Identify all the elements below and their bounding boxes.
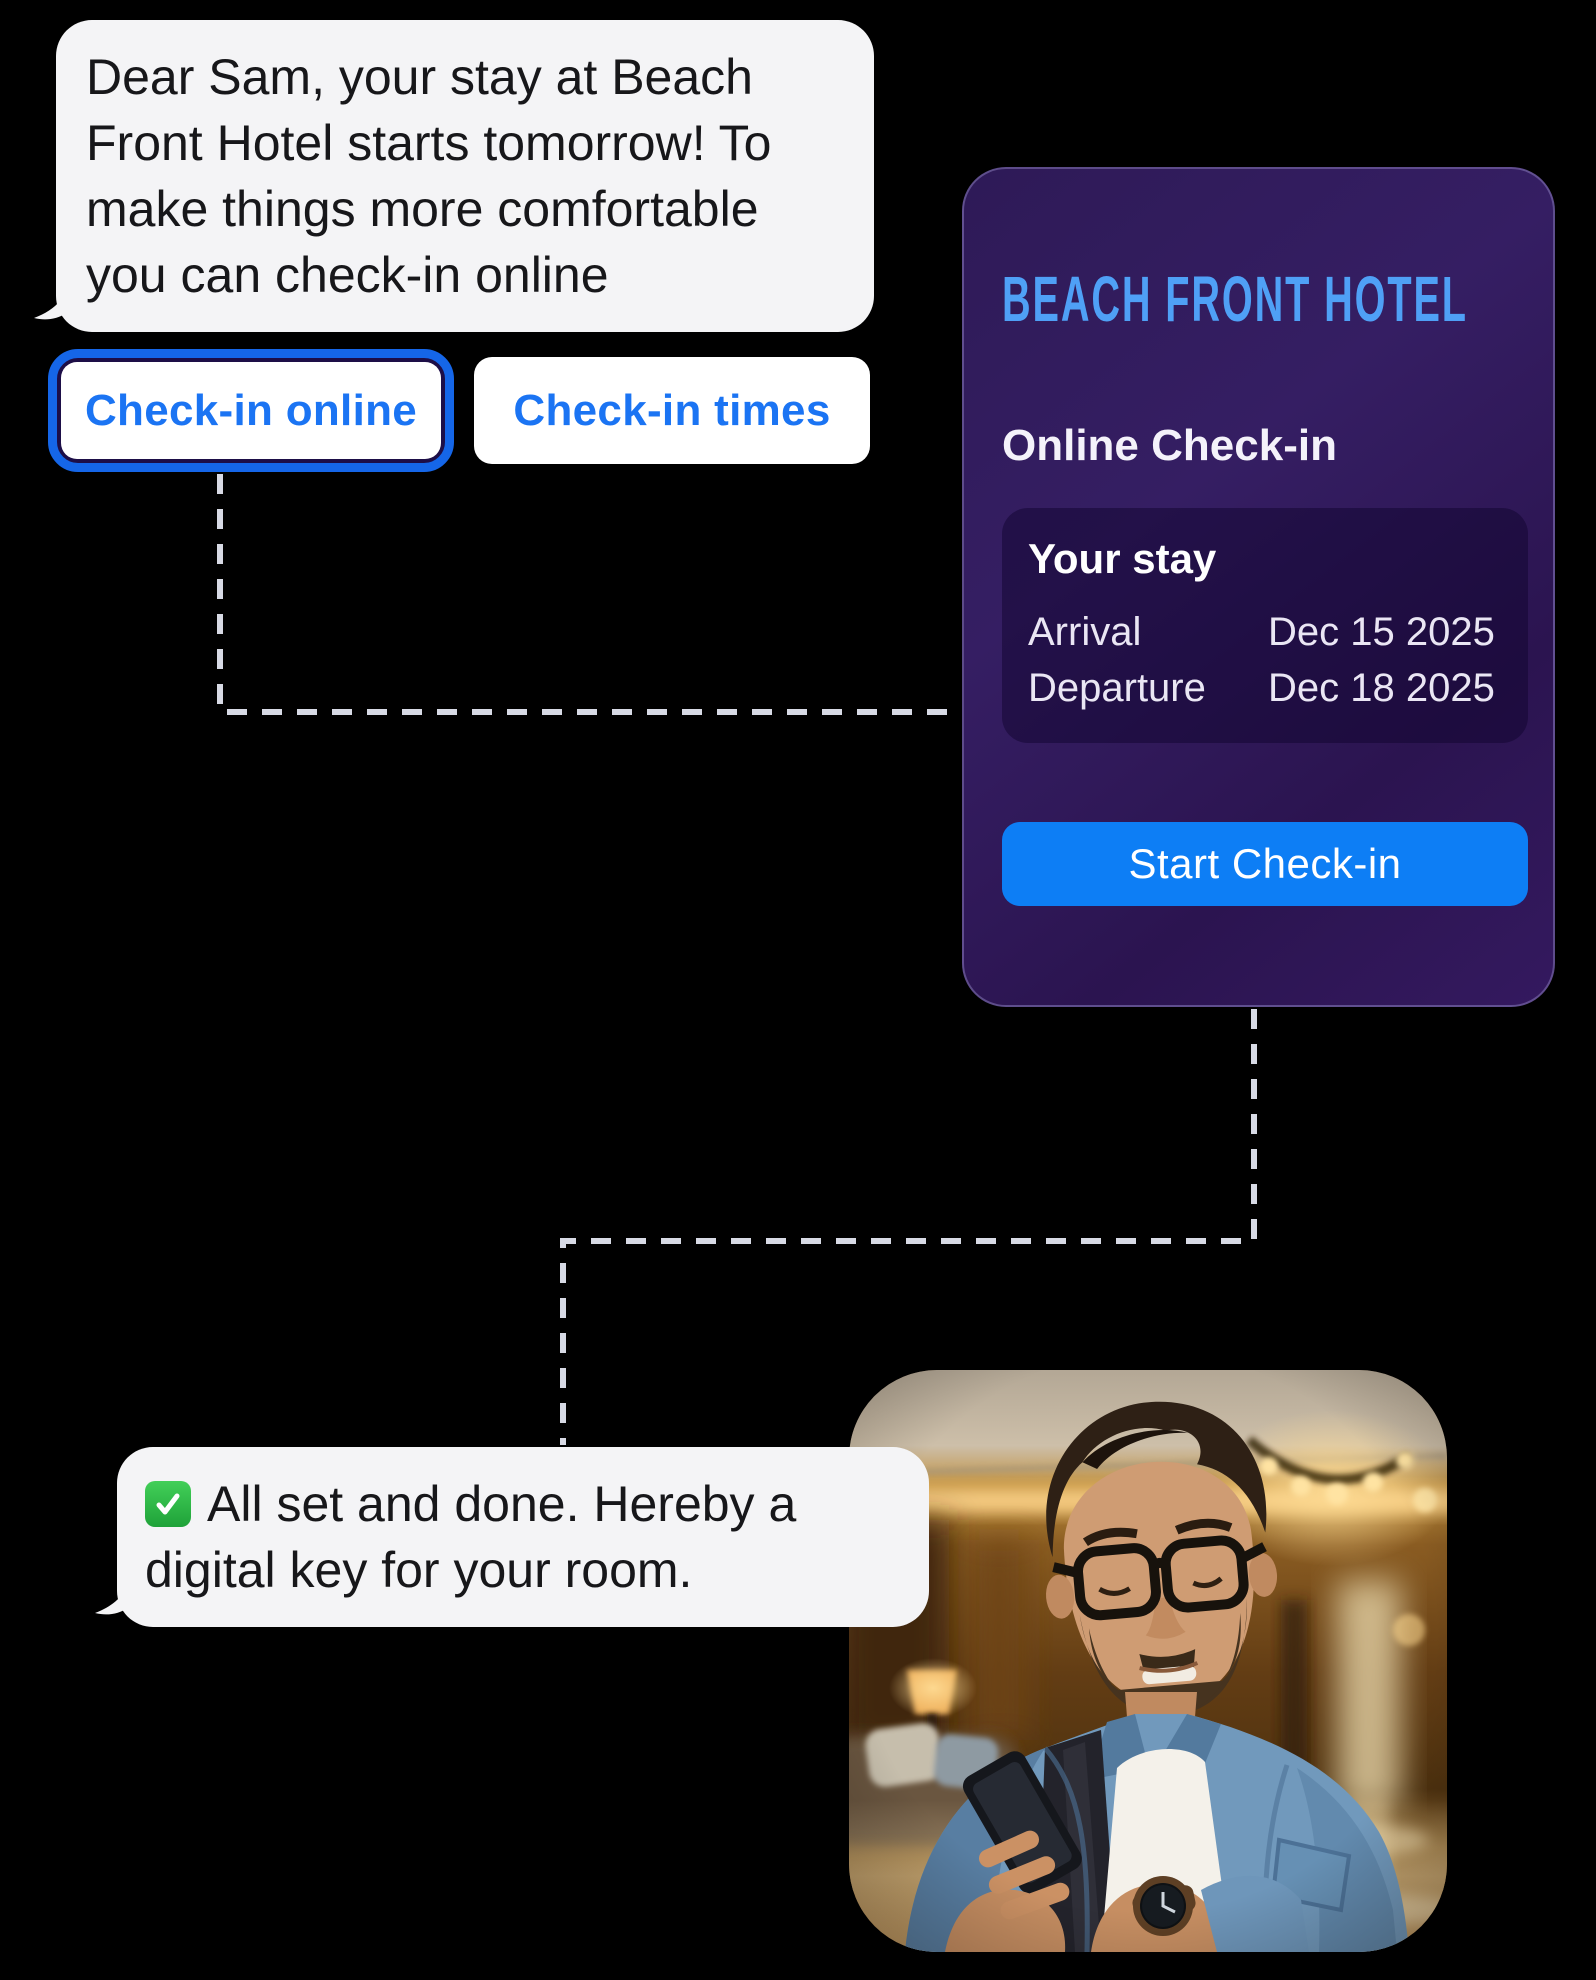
stay-row-arrival <box>1028 604 1502 660</box>
stay-panel-title: Your stay <box>1028 535 1217 582</box>
chat-message-bubble-1 <box>56 20 874 332</box>
stay-summary-panel <box>1002 508 1528 743</box>
check-mark-emoji <box>145 1481 191 1527</box>
stay-row-label: Departure <box>1028 666 1206 710</box>
chat-message-bubble-2 <box>117 1447 929 1627</box>
quick-reply-inner <box>61 362 441 459</box>
lobby-photo-illustration <box>849 1370 1447 1952</box>
start-checkin-button[interactable] <box>1002 822 1528 906</box>
message-text-line: you can check-in online <box>86 247 609 303</box>
quick-reply-label: Check-in times <box>513 385 831 435</box>
message-text-line: Dear Sam, your stay at Beach <box>86 49 753 105</box>
bubble-tail <box>95 1571 143 1617</box>
guest-photo <box>849 1370 1447 1952</box>
message-text-line: Front Hotel starts tomorrow! To <box>86 115 772 171</box>
message-text-line: make things more comfortable <box>86 181 759 237</box>
stay-row-departure <box>1028 660 1502 716</box>
quick-reply-label: Check-in online <box>84 385 418 435</box>
card-section-title: Online Check-in <box>1002 421 1337 470</box>
quick-reply-checkin-times-button[interactable] <box>474 357 870 464</box>
hotel-brand-logo: BEACH FRONT HOTEL <box>1002 263 1468 335</box>
quick-reply-checkin-online-button[interactable] <box>48 349 454 472</box>
message-text-line: digital key for your room. <box>145 1542 693 1598</box>
start-checkin-label: Start Check-in <box>1128 840 1402 887</box>
hotel-checkin-card <box>962 167 1555 1007</box>
stay-row-value: Dec 15 2025 <box>1268 610 1495 654</box>
bubble-tail <box>34 276 82 322</box>
stay-row-label: Arrival <box>1028 610 1142 654</box>
message-text: All set and done. Hereby a <box>207 1476 797 1532</box>
connector-checkin-to-card <box>220 474 962 712</box>
message-text-line <box>145 1471 897 1537</box>
stay-row-value: Dec 18 2025 <box>1268 666 1495 710</box>
